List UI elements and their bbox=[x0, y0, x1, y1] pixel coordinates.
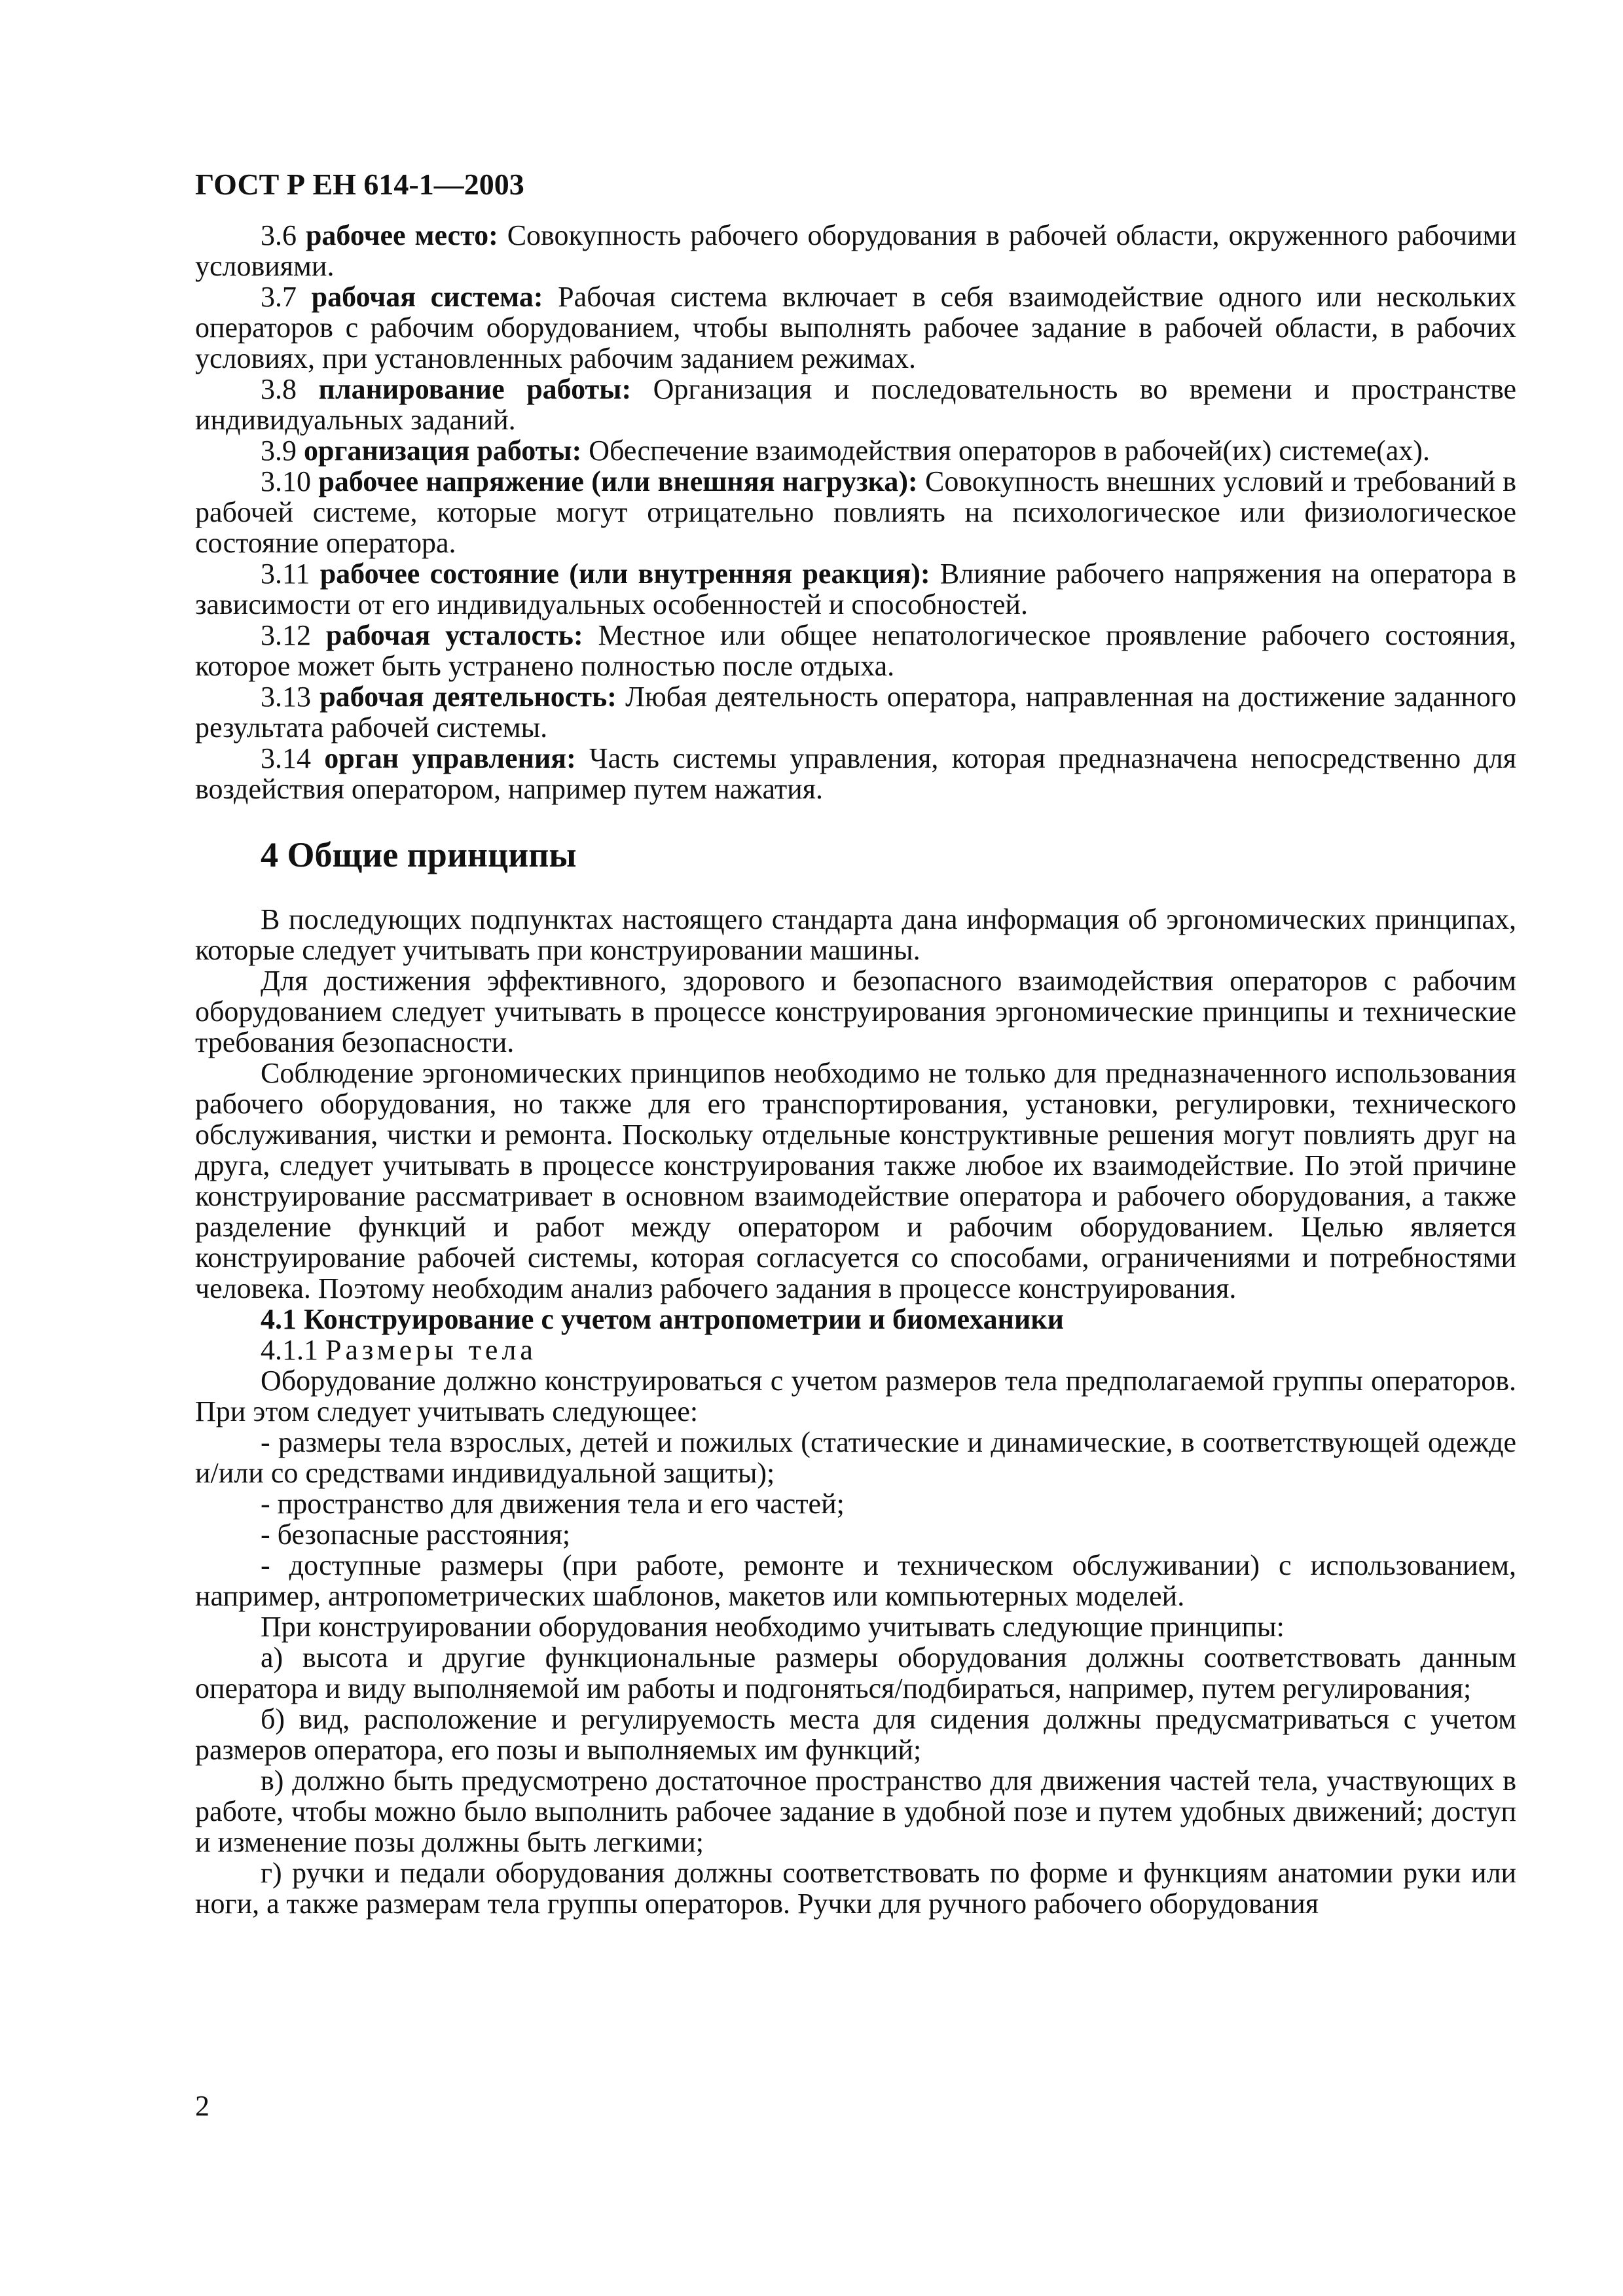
list-item: г) ручки и педали оборудования должны соответствовать по форме и функциям анатомии руки или ноги, а также размерам тела группы операторов. Ручки для ручного рабочего оборудования bbox=[195, 1857, 1516, 1920]
subsection-heading: 4.1 Конструирование с учетом антропометрии и биомеханики bbox=[261, 1303, 1065, 1335]
list-item: б) вид, расположение и регулируемость места для сидения должны предусматриваться с учетом размеров оператора, его позы и выполняемых им функций; bbox=[195, 1703, 1516, 1766]
definition-3-13: 3.13 рабочая деятельность: Любая деятельность оператора, направленная на достижение заданного результата рабочей системы. bbox=[195, 681, 1516, 744]
list-item: - доступные размеры (при работе, ремонте и техническом обслуживании) с использованием, например, антропометрических шаблонов, макетов или компьютерных моделей. bbox=[195, 1549, 1516, 1612]
definition-3-10: 3.10 рабочее напряжение (или внешняя нагрузка): Совокупность внешних условий и требований в рабочей системе, которые могут отрицательно повлиять на психологическое или физиологическое состояние оператора. bbox=[195, 465, 1517, 559]
definitions-list bbox=[195, 220, 1516, 804]
definition-3-6: 3.6 рабочее место: Совокупность рабочего оборудования в рабочей области, окруженного рабочими условиями. bbox=[195, 219, 1517, 282]
section-paragraph: В последующих подпунктах настоящего стандарта дана информация об эргономических принципах, которые следует учитывать при конструировании машины. bbox=[195, 903, 1516, 966]
definition-3-12: 3.12 рабочая усталость: Местное или общее непатологическое проявление рабочего состояния, которое может быть устранено полностью после отдыха. bbox=[195, 619, 1516, 682]
page-number: 2 bbox=[195, 2090, 210, 2122]
definition-3-8: 3.8 планирование работы: Организация и последовательность во времени и пространстве индивидуальных заданий. bbox=[195, 373, 1517, 436]
document-header: ГОСТ Р ЕН 614-1—2003 bbox=[195, 168, 524, 201]
body-paragraph: Оборудование должно конструироваться с учетом размеров тела предполагаемой группы операторов. При этом следует учитывать следующее: bbox=[195, 1365, 1516, 1427]
definition-3-7: 3.7 рабочая система: Рабочая система включает в себя взаимодействие одного или нескольких операторов с рабочим оборудованием, чтобы выполнять рабочее задание в рабочей области, в рабочих условиях, при установленных рабочим заданием режимах. bbox=[195, 281, 1517, 374]
subsubsection-heading: 4.1.1 Размеры тела bbox=[261, 1334, 537, 1366]
section-paragraph: Соблюдение эргономических принципов необходимо не только для предназначенного использования рабочего оборудования, но также для его транспортирования, установки, регулировки, технического обслуживания, чистки и ремонта. Поскольку отдельные конструктивные решения могут повлиять друг на друга, следует учитывать в процессе конструирования также любое их взаимодействие. По этой причине конструирование рассматривает в основном взаимодействие оператора и рабочего оборудования, а также разделение функций и работ между оператором и рабочим оборудованием. Целью является конструирование рабочей системы, которая согласуется со способами, ограничениями и потребностями человека. Поэтому необходим анализ рабочего задания в процессе конструирования. bbox=[195, 1057, 1516, 1304]
list-item: - безопасные расстояния; bbox=[261, 1518, 571, 1551]
definition-3-11: 3.11 рабочее состояние (или внутренняя реакция): Влияние рабочего напряжения на оператора в зависимости от его индивидуальных особенностей и способностей. bbox=[195, 558, 1517, 620]
definition-3-9: 3.9 организация работы: Обеспечение взаимодействия операторов в рабочей(их) системе(ах). bbox=[261, 435, 1430, 467]
list-item: в) должно быть предусмотрено достаточное пространство для движения частей тела, участвующих в работе, чтобы можно было выполнить рабочее задание в удобной позе и путем удобных движений; доступ и изменение позы должны быть легкими; bbox=[195, 1765, 1516, 1858]
body-paragraph: При конструировании оборудования необходимо учитывать следующие принципы: bbox=[261, 1611, 1285, 1643]
list-item: а) высота и другие функциональные размеры оборудования должны соответствовать данным оператора и виду выполняемой им работы и подгоняться/подбираться, например, путем регулирования; bbox=[195, 1641, 1516, 1704]
section-paragraph: Для достижения эффективного, здорового и безопасного взаимодействия операторов с рабочим оборудованием следует учитывать в процессе конструирования эргономические принципы и технические требования безопасности. bbox=[195, 965, 1516, 1058]
section-title: 4 Общие принципы bbox=[261, 835, 577, 874]
list-item: - размеры тела взрослых, детей и пожилых (статические и динамические, в соответствующей одежде и/или со средствами индивидуальной защиты); bbox=[195, 1426, 1516, 1489]
list-item: - пространство для движения тела и его частей; bbox=[261, 1488, 845, 1520]
definition-3-14: 3.14 орган управления: Часть системы управления, которая предназначена непосредственно для воздействия оператором, например путем нажатия. bbox=[195, 742, 1516, 805]
document-page bbox=[195, 165, 1516, 1919]
